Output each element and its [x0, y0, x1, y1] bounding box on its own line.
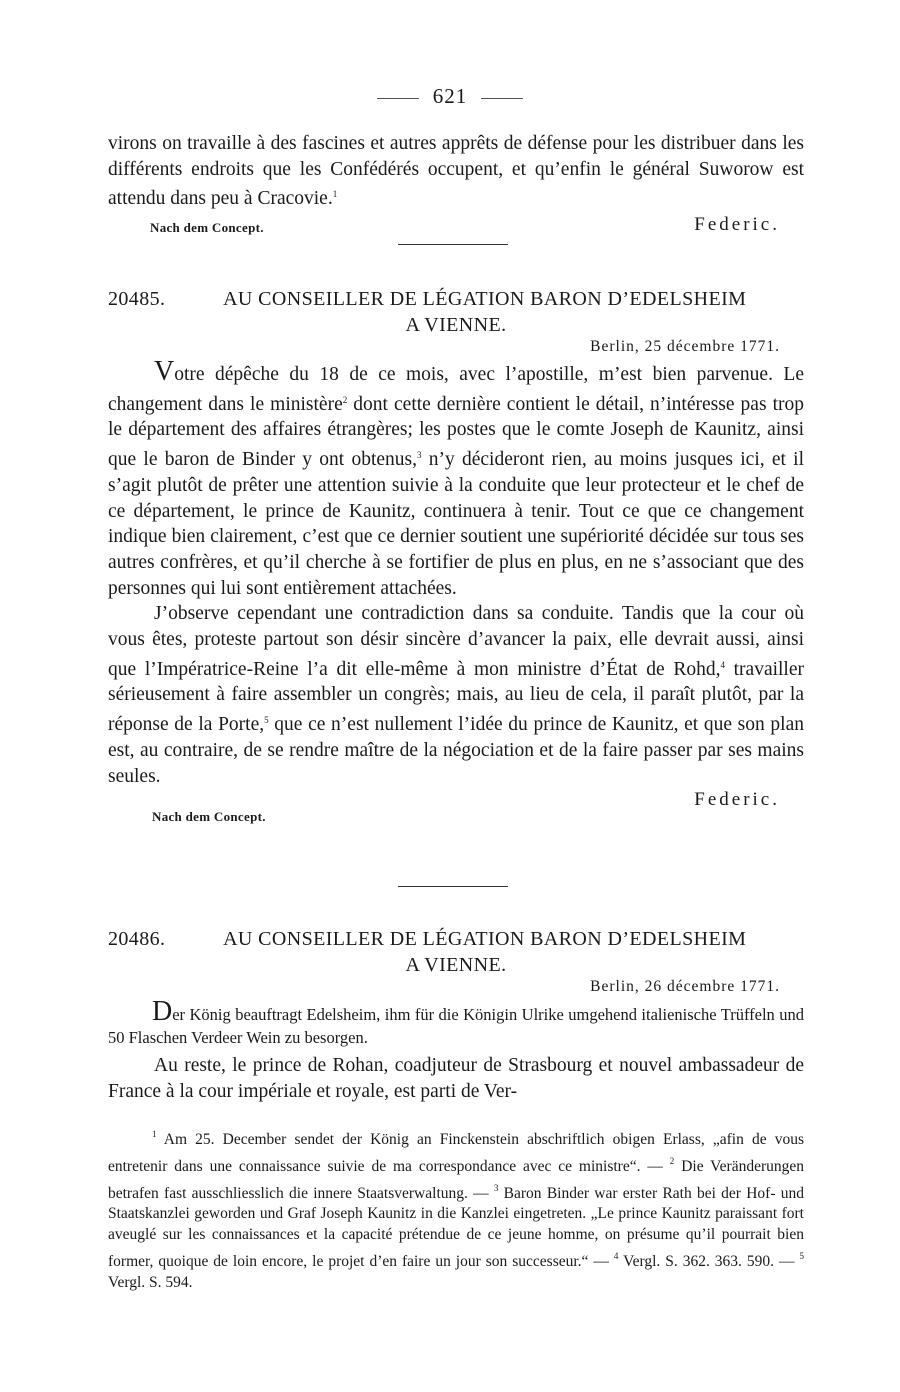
footnote-marker-5: 5 — [799, 1250, 804, 1261]
initial-letter: D — [152, 996, 173, 1027]
footnote-ref-2: 2 — [342, 394, 348, 405]
footnote-marker-2: 2 — [669, 1155, 675, 1166]
footnote-5-text: Vergl. S. 594. — [108, 1273, 193, 1291]
footnotes-block: $^1$ Am 25. December sendet der König an Finckenstein abschriftlich obigen Erlass, „afin de vous entretenir dans une connaissance suivie de ma correspondance avec ce ministre“. — $^2$ Die Veränderungen betrafen fast ausschliesslich die innere Staatsverwaltung. — $^3$ Baron Binder war erster Rath bei der Hof- und Staatskanzlei geworden und Graf Joseph Kaunitz in die Kanzlei eingetreten. „Le prince Kaunitz paraissant fort aveuglé sur les connaissances et la capacité prétendue de ce jeune homme, on présume qu’il pourrait bien former, quoique de loin encore, le projet d’en faire un jour son successeur.“ — $^4$ Vergl. S. 362. 363. 590. — $^5$ Vergl. S. 594. — [108, 1129, 805, 1291]
continuation-text: virons on travaille à des fascines et autres apprêts de défense pour les distribuer dans les différents endroits que les Confédérés occupent, et qu’enfin le général Suworow est attendu dans peu à Cracovie. — [108, 133, 804, 210]
source-note: Nach dem Concept. — [150, 220, 264, 236]
page-number-dash-left — [377, 98, 419, 99]
letter-20486 — [108, 926, 804, 1104]
german-summary-text: er König beauftragt Edelsheim, ihm für die Königin Ulrike umgehend italienische Trüffeln und 50 Flaschen Verdeer Wein zu besorgen. — [108, 1005, 804, 1047]
footnote-ref-3: 3 — [417, 450, 422, 461]
top-continuation — [108, 131, 804, 240]
letter-number: 20486. — [108, 928, 166, 950]
letter-heading — [108, 286, 804, 338]
heading-line-2: A VIENNE. — [405, 314, 507, 336]
source-note: Nach dem Concept. — [152, 809, 266, 825]
page-number-value: 621 — [432, 84, 468, 108]
footnote-marker-1: 1 — [152, 1129, 157, 1139]
footnote-4-text: Vergl. S. 362. 363. 590. — [623, 1252, 775, 1270]
letter-body — [108, 356, 804, 789]
section-divider — [398, 886, 508, 887]
footnote-ref-5: 5 — [264, 715, 269, 726]
continuation-paragraph — [108, 131, 804, 212]
letter-body — [108, 1053, 804, 1104]
continuation-closing — [108, 214, 804, 240]
paragraph-1-text-c: n’y décideront rien, au moins jusques ici, et il s’agit plutôt de prêter une attention suivie à la conduite que leur protecteur et le chef de ce département, le prince de Kaunitz, continuera à tenir. Tout ce que ce changement indique bien clairement, c’est que ce dernier soutient une supériorité décidée sur tous ses autres confrères, et qu’il cherche à se fortifier de plus en plus, en ne s’associant que des personnes qui lui sont entièrement attachées. — [108, 449, 804, 599]
paragraph-1 — [108, 356, 804, 601]
page-number — [0, 84, 900, 109]
letter-number: 20485. — [108, 288, 166, 310]
signature: Federic. — [694, 214, 780, 236]
footnote-ref-4: 4 — [720, 659, 725, 670]
paragraph-1-text-b: dont cette dernière contient le détail, n’intéresse pas trop le département des affaires étrangères; les postes que le comte Joseph de Kaunitz, ainsi que le baron de Binder y ont obtenus, — [108, 393, 804, 471]
dateline: Berlin, 25 décembre 1771. — [590, 338, 780, 355]
footnote-marker-3: 3 — [493, 1182, 499, 1193]
page-number-dash-right — [481, 98, 523, 99]
footnote-2-text: Die Veränderungen betrafen fast ausschliesslich die innere Staatsverwaltung. — [108, 1157, 805, 1202]
letter-20485 — [108, 286, 804, 829]
letter-closing — [108, 789, 804, 829]
heading-line-1: AU CONSEILLER DE LÉGATION BARON D’EDELSHEIM — [223, 288, 747, 310]
heading-line-1: AU CONSEILLER DE LÉGATION BARON D’EDELSHEIM — [223, 928, 747, 950]
section-divider — [398, 244, 508, 245]
german-summary — [108, 996, 804, 1049]
footnotes — [108, 1124, 804, 1294]
signature: Federic. — [694, 789, 780, 811]
paragraph-2 — [108, 601, 804, 789]
heading-line-2: A VIENNE. — [405, 954, 507, 976]
footnote-3-text: Baron Binder war erster Rath bei der Hof- und Staatskanzlei geworden und Graf Joseph Kaunitz in die Kanzlei eingetreten. „Le prince Kaunitz paraissant fort aveuglé sur les connaissances et la capacité prétendue de ce jeune homme, on présume qu’il pourrait bien former, quoique de loin encore, le projet d’en faire un jour son successeur.“ — [108, 1184, 805, 1270]
paragraph-2-text-c: que ce n’est nullement l’idée du prince de Kaunitz, et que son plan est, au contraire, de se rendre maître de la négociation et de la faire passer par ses mains seules. — [108, 714, 804, 787]
dateline: Berlin, 26 décembre 1771. — [590, 978, 780, 995]
footnote-ref-1: 1 — [332, 189, 338, 200]
paragraph-2-text-b: travailler sérieusement à faire assembler un congrès; mais, au lieu de cela, il paraît plutôt, par la réponse de la Porte, — [108, 658, 804, 736]
initial-letter: V — [154, 356, 175, 387]
footnote-1-text: Am 25. December sendet der König an Finckenstein abschriftlich obigen Erlass, „afin de vous entretenir dans une connaissance suivie de ma correspondance avec ce ministre“. — [108, 1131, 804, 1175]
footnote-marker-4: 4 — [613, 1250, 619, 1261]
letter-heading — [108, 926, 804, 978]
paragraph-2-text-a: J’observe cependant une contradiction dans sa conduite. Tandis que la cour où vous êtes, proteste partout son désir sincère d’avancer la paix, elle devrait aussi, ainsi que l’Impératrice-Reine l’a dit elle-même à mon ministre d’État de Rohd, — [108, 603, 804, 680]
paragraph-1-text-a: otre dépêche du 18 de ce mois, avec l’apostille, m’est bien parvenue. Le changement dans le ministère — [108, 364, 804, 415]
paragraph-1: Au reste, le prince de Rohan, coadjuteur de Strasbourg et nouvel ambassadeur de France à la cour impériale et royale, est parti de Ver- — [108, 1055, 804, 1102]
